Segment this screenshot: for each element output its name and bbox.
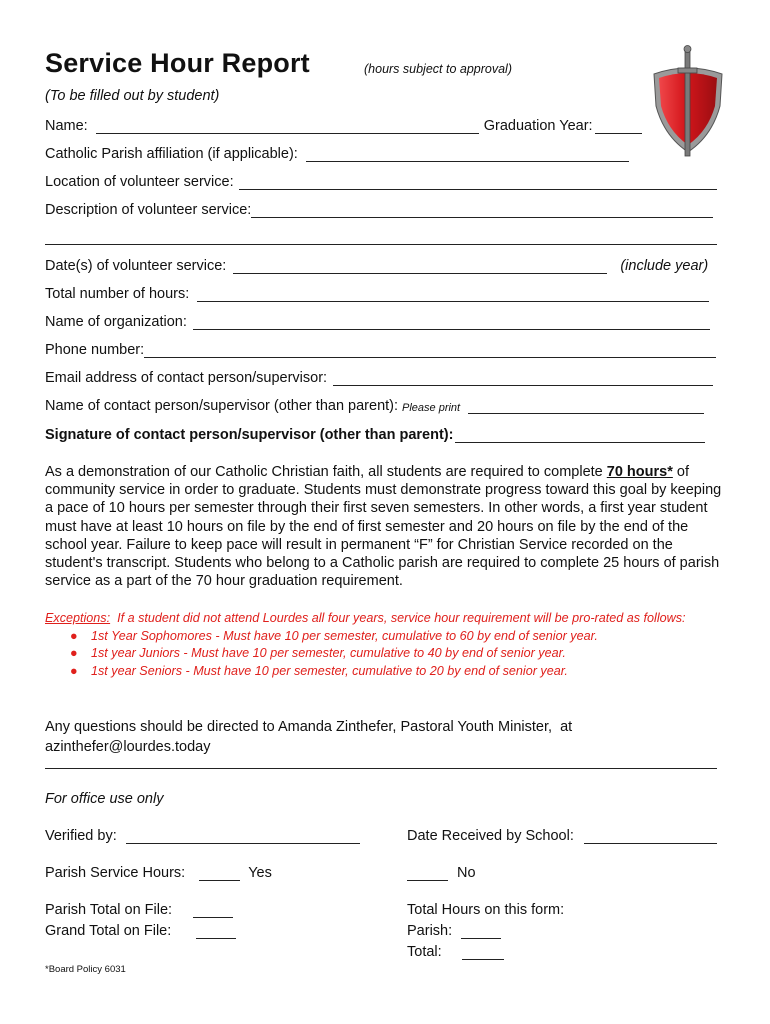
yes-input[interactable] xyxy=(199,866,240,881)
hours-input[interactable] xyxy=(197,287,709,302)
description-row xyxy=(45,202,713,218)
exceptions-label: Exceptions: xyxy=(45,611,111,625)
name-label: Name: xyxy=(45,118,88,134)
contact-name-note: Please print xyxy=(402,402,461,414)
dates-row xyxy=(45,258,708,274)
location-row xyxy=(45,174,717,190)
verified-row xyxy=(45,828,360,844)
list-item: ● 1st year Juniors - Must have 10 per semester, cumulative to 40 by end of senior year. xyxy=(45,645,725,663)
office-heading: For office use only xyxy=(45,791,164,807)
organization-label: Name of organization: xyxy=(45,314,187,330)
dates-input[interactable] xyxy=(233,259,607,274)
hours-row xyxy=(45,286,709,302)
organization-row xyxy=(45,314,710,330)
exceptions-section xyxy=(45,610,725,680)
parish-count-row xyxy=(407,923,501,939)
page-title: Service Hour Report xyxy=(45,48,310,78)
total-form-label: Total Hours on this form: xyxy=(407,902,565,918)
description-input-line2[interactable] xyxy=(45,244,717,245)
email-input[interactable] xyxy=(333,371,713,386)
board-policy-footnote: *Board Policy 6031 xyxy=(45,964,126,975)
bullet-icon: ● xyxy=(70,646,78,660)
student-instruction: (To be filled out by student) xyxy=(45,88,220,104)
parish-label: Catholic Parish affiliation (if applicable): xyxy=(45,146,298,162)
description-input[interactable] xyxy=(251,203,713,218)
phone-label: Phone number: xyxy=(45,342,145,358)
parish-hours-row xyxy=(45,865,272,881)
date-received-input[interactable] xyxy=(584,829,717,844)
signature-row xyxy=(45,427,705,443)
no-input[interactable] xyxy=(407,866,448,881)
requirement-text-start: As a demonstration of our Catholic Christian faith, all students are required to complete xyxy=(45,464,607,480)
total-count-row xyxy=(407,944,504,960)
date-received-label: Date Received by School: xyxy=(407,828,574,844)
verified-input[interactable] xyxy=(126,829,360,844)
phone-row xyxy=(45,342,716,358)
contact-name-label: Name of contact person/supervisor (other than parent): xyxy=(45,398,399,414)
total-count-label: Total: xyxy=(407,944,442,960)
grand-total-label: Grand Total on File: xyxy=(45,923,172,939)
grand-total-input[interactable] xyxy=(196,924,236,939)
phone-input[interactable] xyxy=(144,343,716,358)
requirement-paragraph xyxy=(45,463,725,590)
yes-label: Yes xyxy=(248,865,272,881)
total-count-input[interactable] xyxy=(462,945,504,960)
contact-name-row xyxy=(45,398,704,414)
hours-label: Total number of hours: xyxy=(45,286,190,302)
parish-hours-label: Parish Service Hours: xyxy=(45,865,186,881)
signature-input[interactable] xyxy=(455,428,705,443)
graduation-label: Graduation Year: xyxy=(483,118,593,134)
shield-sword-icon xyxy=(648,44,728,162)
name-input[interactable] xyxy=(96,119,479,134)
parish-total-label: Parish Total on File: xyxy=(45,902,173,918)
section-divider xyxy=(45,768,717,769)
location-label: Location of volunteer service: xyxy=(45,174,234,190)
parish-count-input[interactable] xyxy=(461,924,501,939)
parish-count-label: Parish: xyxy=(407,923,453,939)
exceptions-list xyxy=(45,628,725,681)
bullet-icon: ● xyxy=(70,663,78,678)
signature-label: Signature of contact person/supervisor (other than parent): xyxy=(45,427,454,443)
organization-input[interactable] xyxy=(193,315,710,330)
parish-total-row xyxy=(45,902,233,918)
parish-total-input[interactable] xyxy=(193,903,233,918)
description-label: Description of volunteer service: xyxy=(45,202,252,218)
parish-input[interactable] xyxy=(306,147,629,162)
required-hours: 70 hours* xyxy=(606,464,673,480)
approval-note: (hours subject to approval) xyxy=(364,62,512,76)
contact-email[interactable]: azinthefer@lourdes.today xyxy=(45,739,211,755)
contact-info xyxy=(45,717,725,757)
email-label: Email address of contact person/supervisor: xyxy=(45,370,328,386)
grand-total-row xyxy=(45,923,236,939)
list-item: ● 1st year Seniors - Must have 10 per semester, cumulative to 20 by end of senior year. xyxy=(45,663,725,681)
graduation-input[interactable] xyxy=(595,119,642,134)
dates-note: (include year) xyxy=(620,258,709,274)
email-row xyxy=(45,370,713,386)
verified-label: Verified by: xyxy=(45,828,117,844)
location-input[interactable] xyxy=(239,175,717,190)
no-row xyxy=(407,865,476,881)
exceptions-intro: If a student did not attend Lourdes all four years, service hour requirement will be pro-rated as follows: xyxy=(110,611,686,625)
bullet-icon: ● xyxy=(70,628,78,643)
contact-name-input[interactable] xyxy=(468,399,704,414)
list-item: ● 1st Year Sophomores - Must have 10 per semester, cumulative to 60 by end of senior year. xyxy=(45,628,725,646)
name-row xyxy=(45,118,642,134)
date-received-row xyxy=(407,828,717,844)
parish-row xyxy=(45,146,629,162)
no-label: No xyxy=(457,865,476,881)
dates-label: Date(s) of volunteer service: xyxy=(45,258,227,274)
requirement-text-end: of community service in order to graduate. Students must demonstrate progress toward this goal by keeping a pace of 10 hours per semester through their first seven semesters. In other words, a first year student must have at least 10 hours on file by the end of first semester and 20 hours on file by the end of the school year. Failure to keep pace will result in permanent “F” for Christian Service recorded on the student's transcript. Students who belong to a Catholic parish are required to complete 25 hours of parish service as a part of the 70 hour graduation requirement. xyxy=(45,464,722,590)
contact-line: Any questions should be directed to Amanda Zinthefer, Pastoral Youth Minister, at xyxy=(45,719,573,735)
